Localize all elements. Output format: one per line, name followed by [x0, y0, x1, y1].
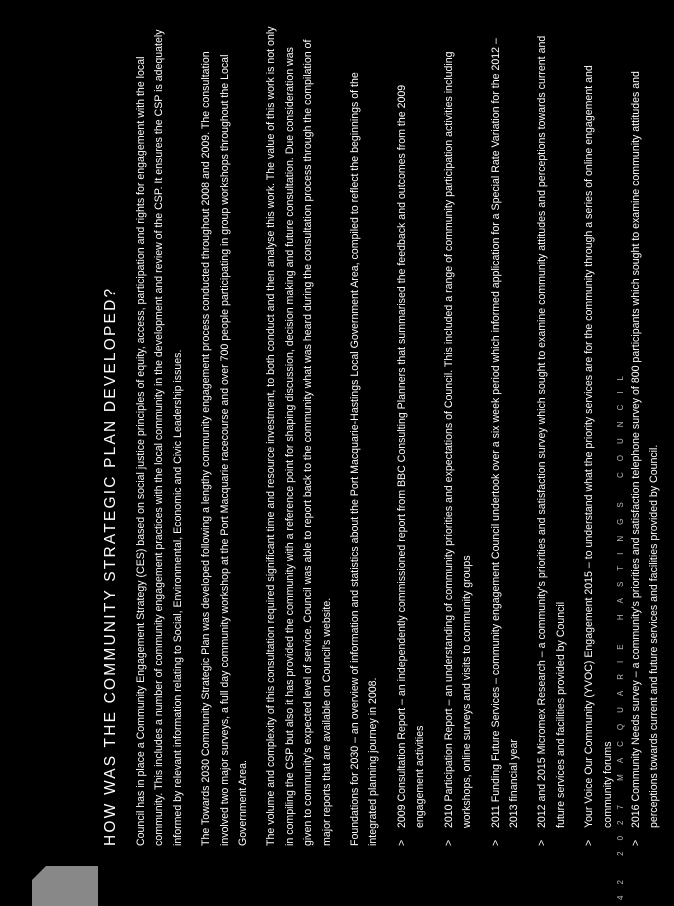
list-item [627, 26, 664, 846]
list-item [487, 26, 524, 846]
page-corner-tab [32, 866, 98, 906]
paragraph: The volume and complexity of this consultation required significant time and resource investment, to both conduct and then analyse this work. The value of this work is not only in compiling the CSP but also it has provided the community with a reference point for shaping discussion, decision making and future consultation. Due consideration was given to community's expected level of service. Council was able to report back to the community what was heard during the consultation process through the compilation of major reports that are available on Council's website. [265, 26, 333, 846]
bullet-marker: > [489, 839, 502, 846]
running-title: 2027 MACQUARIE HASTINGS COUNCIL [616, 365, 625, 856]
paragraph: Council has in place a Community Engagement Strategy (CES) based on social justice principles of equity, access, participation and rights for engagement with the local community. This includes a number of community engagement practices with the local community in the development and review of the CSP. It ensures the CSP is adequately informed by relevant information relating to Social, Environmental, Economic and Civic Leadership issues. [135, 29, 184, 846]
list-item-text: 2012 and 2015 Micromex Research – a community's priorities and satisfaction survey which sought to examine community attitudes and perceptions towards current and future services and facilities provided by Council [536, 35, 567, 828]
list-item [440, 26, 477, 846]
list-item [393, 26, 430, 846]
bullet-marker: > [395, 839, 408, 846]
body-text [132, 26, 674, 846]
page-number: 42 [616, 869, 625, 900]
bullet-marker: > [629, 839, 642, 846]
list-item-text: 2009 Consultation Report – an independently commissioned report from BBC Consulting Planners that summarised the feedback and outcomes from the 2009 engagement activities [395, 84, 427, 828]
bullet-marker: > [442, 839, 455, 846]
list-item [580, 26, 617, 846]
list-item-text: 2010 Participation Report – an understanding of community priorities and expectations of Council. This included a range of community participation activities including workshops, online surveys and visits to community groups [442, 51, 474, 828]
paragraph: Foundations for 2030 – an overview of information and statistics about the Port Macquarie-Hastings Local Government Area, compiled to reflect the beginnings of the integrated planning journey in 2008. [349, 72, 380, 846]
page-heading: HOW WAS THE COMMUNITY STRATEGIC PLAN DEVELOPED? [102, 286, 119, 846]
list-item [533, 26, 570, 846]
list-item-text: 2011 Funding Future Services – community engagement Council undertook over a six week period which informed application for a Special Rate Variation for the 2012 – 2013 financial year [489, 38, 520, 828]
list-item-text: 2016 Community Needs survey – a community's priorities and satisfaction telephone survey of 800 participants which sought to examine community attitudes and perceptions towards current and future services and facilities provided by Council. [629, 71, 661, 828]
paragraph: The Towards 2030 Community Strategic Plan was developed following a lengthy community engagement process conducted throughout 2008 and 2009. The consultation involved two major surveys, a full day community workshop at the Port Macquarie racecourse and over 700 people participating in group workshops throughout the Local Government Area. [200, 51, 250, 846]
bullet-marker: > [583, 839, 596, 846]
page-footer [616, 0, 625, 900]
list-item-text: Your Voice Our Community (YVOC) Engagement 2015 – to understand what the priority services are for the community through a series of online engagement and community forums [583, 65, 614, 828]
bullet-marker: > [536, 839, 549, 846]
